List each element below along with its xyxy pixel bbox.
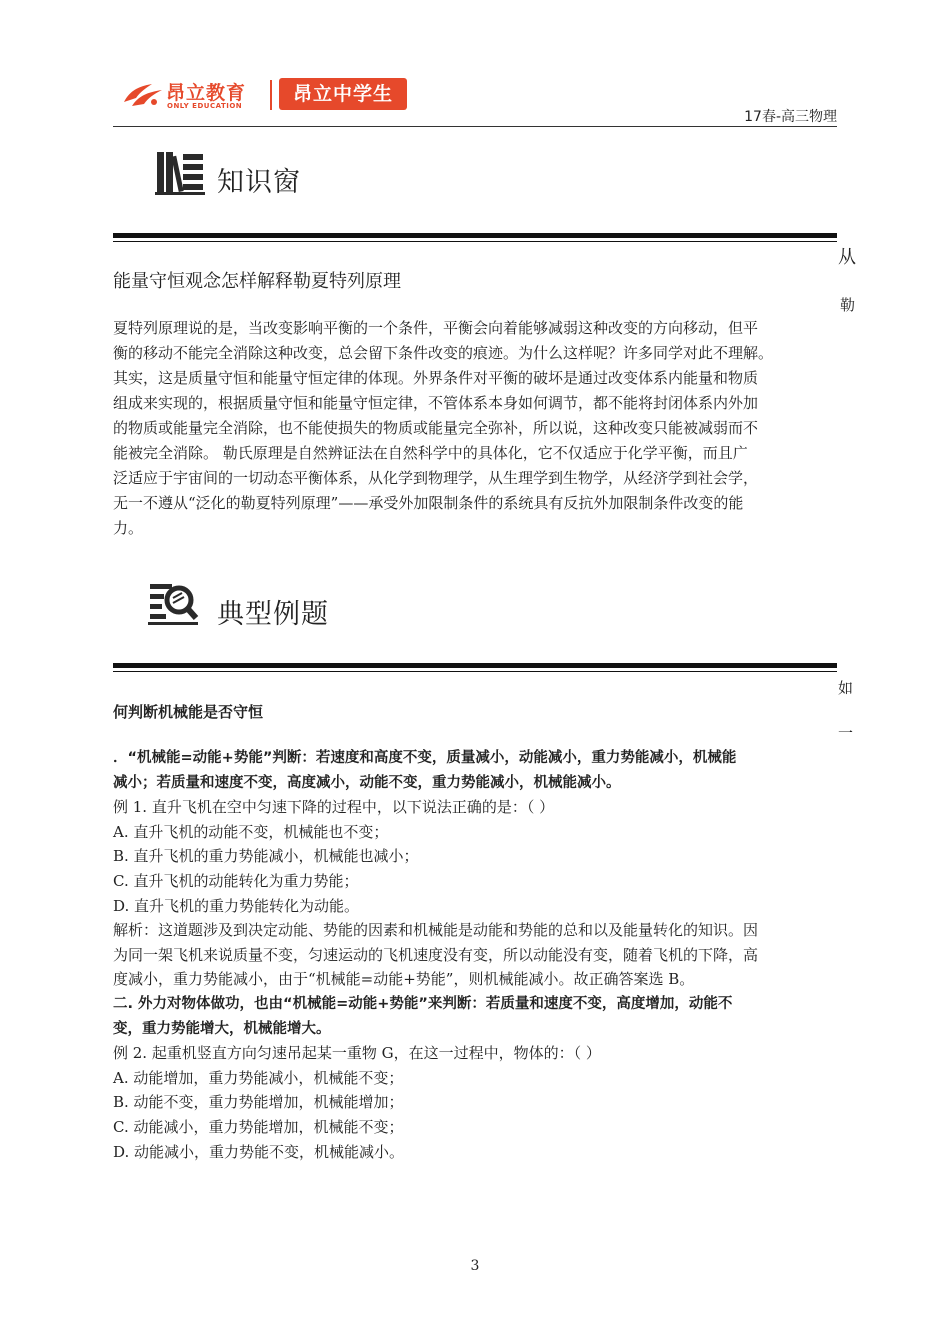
logo-mark-icon xyxy=(122,80,164,110)
paragraph-line: 衡的移动不能完全消除这种改变，总会留下条件改变的痕迹。为什么这样呢？许多同学对此不理解。 xyxy=(113,344,774,362)
header-divider xyxy=(113,126,837,127)
search-document-icon xyxy=(148,580,200,626)
example-line: D. 直升飞机的重力势能转化为动能。 xyxy=(113,896,360,915)
brand-logo xyxy=(122,78,412,114)
example-line: 例 1. 直升飞机在空中匀速下降的过程中，以下说法正确的是：（ ） xyxy=(113,798,555,817)
logo-text-cn: 昂立教育 xyxy=(166,82,247,104)
example-line: 变，重力势能增大，机械能增大。 xyxy=(113,1020,331,1037)
example-line: A. 直升飞机的动能不变，机械能也不变； xyxy=(113,822,389,841)
example-line: C. 直升飞机的动能转化为重力势能； xyxy=(113,872,359,890)
logo-badge: 昂立中学生 xyxy=(279,78,407,110)
paragraph-line: 无一不遵从“泛化的勒夏特列原理”——承受外加限制条件的系统具有反抗外加限制条件改变的能 xyxy=(113,494,744,512)
examples-heading: 何判断机械能是否守恒 xyxy=(113,703,264,721)
paragraph-line: 能被完全消除。 勒氏原理是自然辨证法在自然科学中的具体化，它不仅适应于化学平衡，而且广 xyxy=(113,444,748,462)
section-rule-thick xyxy=(113,233,837,238)
example-line: B. 直升飞机的重力势能减小，机械能也减小； xyxy=(113,847,419,866)
section-rule-thin xyxy=(113,241,837,242)
paragraph-line: 组成来实现的，根据质量守恒和能量守恒定律，不管体系本身如何调节，都不能将封闭体系内外加 xyxy=(113,394,759,412)
knowledge-paragraph xyxy=(113,316,839,541)
example-line: 例 2. 起重机竖直方向匀速吊起某一重物 G，在这一过程中，物体的：（ ） xyxy=(113,1044,601,1063)
side-char-2: 勒 xyxy=(840,296,856,314)
example-line: 解析：这道题涉及到决定动能、势能的因素和机械能是动能和势能的总和以及能量转化的知识。因 xyxy=(113,921,759,940)
paragraph-line: 其实，这是质量守恒和能量守恒定律的体现。外界条件对平衡的破坏是通过改变体系内能量和物质 xyxy=(113,369,759,387)
example-line: ．“机械能=动能+势能”判断：若速度和高度不变，质量减小，动能减小，重力势能减小，机械能 xyxy=(113,750,737,766)
knowledge-heading: 能量守恒观念怎样解释勒夏特列原理 xyxy=(113,271,401,292)
logo-text-en: ONLY EDUCATION xyxy=(167,102,243,110)
paragraph-line: 泛适应于宇宙间的一切动态平衡体系，从化学到物理学，从生理学到生物学，从经济学到社会学， xyxy=(113,469,759,487)
side-char-3: 如 xyxy=(838,679,854,697)
section-rule-thin xyxy=(113,671,837,672)
paragraph-line: 的物质或能量完全消除，也不能使损失的物质或能量完全弥补，所以说，这种改变只能被减弱而不 xyxy=(113,419,759,437)
section-title-knowledge: 知识窗 xyxy=(217,167,301,198)
side-char-1: 从 xyxy=(838,247,856,268)
side-char-4: 一 xyxy=(838,724,854,742)
example-line: 度减小，重力势能减小，由于“机械能=动能+势能”，则机械能减小。故正确答案选 B。 xyxy=(113,970,695,989)
example-line: 为同一架飞机来说质量不变，匀速运动的飞机速度没有变，所以动能没有变，随着飞机的下降，高 xyxy=(113,945,759,964)
paragraph-line: 力。 xyxy=(113,519,144,537)
logo-separator xyxy=(270,80,272,110)
section-rule-thick xyxy=(113,663,837,668)
page-number: 3 xyxy=(470,1258,480,1274)
example-line: A. 动能增加，重力势能减小，机械能不变； xyxy=(113,1068,404,1087)
example-line: 二. 外力对物体做功，也由“机械能=动能+势能”来判断：若质量和速度不变，高度增加，动能不 xyxy=(113,996,733,1012)
example-line: D. 动能减小，重力势能不变，机械能减小。 xyxy=(113,1142,405,1161)
example-line: 减小；若质量和速度不变，高度减小，动能不变，重力势能减小，机械能减小。 xyxy=(113,774,621,791)
course-label: 17春-高三物理 xyxy=(744,109,837,125)
example-line: C. 动能减小，重力势能增加，机械能不变； xyxy=(113,1118,404,1136)
paragraph-line: 夏特列原理说的是，当改变影响平衡的一个条件，平衡会向着能够减弱这种改变的方向移动，但平 xyxy=(113,319,759,337)
example-line: B. 动能不变，重力势能增加，机械能增加； xyxy=(113,1093,404,1112)
section-title-examples: 典型例题 xyxy=(217,599,329,630)
books-icon xyxy=(155,150,205,196)
